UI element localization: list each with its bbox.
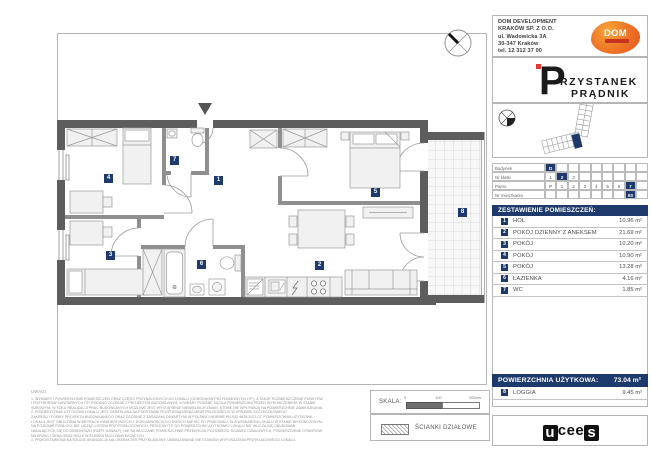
table-cell (636, 190, 647, 199)
table-cell: 4 (591, 181, 602, 190)
table-cell: D (545, 163, 556, 172)
room-name: WC (513, 287, 523, 293)
room-number-badge: 6 (501, 275, 508, 282)
total-area-bar (492, 374, 648, 387)
room-row (492, 274, 648, 286)
room-marker-7: 7 (170, 156, 179, 165)
scale-bar-dark (406, 402, 444, 409)
room-name: POKÓJ (513, 264, 534, 270)
table-cell (613, 190, 624, 199)
table-row-label: Nr klatki (492, 172, 545, 181)
room-name: LOGGIA (513, 390, 536, 396)
room-row (492, 239, 648, 251)
floor-plan-svg (57, 33, 487, 385)
room-area: 10.96 m² (619, 218, 642, 224)
room-area: 21.69 m² (619, 229, 642, 236)
table-cell (613, 163, 624, 172)
partition-wall-swatch (381, 424, 409, 435)
table-cell (579, 163, 590, 172)
room-list-header: ZESTAWIENIE POMIESZCZEŃ: (492, 205, 648, 216)
room-row (492, 216, 648, 228)
north-compass-icon (440, 25, 476, 61)
table-cell (591, 172, 602, 181)
table-cell (625, 172, 636, 181)
scale-tick-0: 0 (404, 395, 407, 400)
loggia-row (492, 387, 648, 400)
table-cell (568, 163, 579, 172)
table-cell (545, 190, 556, 199)
table-cell: 2 (556, 172, 567, 181)
site-map-box (492, 103, 648, 158)
table-cell (556, 190, 567, 199)
room-name: POKÓJ (513, 241, 534, 247)
table-cell (602, 172, 613, 181)
floor-plan (57, 33, 487, 385)
company-line: KRAKÓW SP. Z O.O. (498, 26, 554, 33)
room-area: 9.45 m² (622, 390, 642, 396)
note-line: NA DRZWI I OKNA ORAZ NISZE W ELEMENTACH ZAMYKAJĄCYCH. (31, 433, 145, 438)
room-name: ŁAZIENKA (513, 275, 542, 282)
room-number-badge: 3 (501, 241, 508, 248)
scale-box (370, 390, 490, 414)
ucees-logo (493, 422, 649, 441)
room-area: 10.20 m² (619, 241, 642, 247)
table-row (492, 190, 648, 199)
note-line: SUROWYM. W TOKU REALIZACJI PRAC BUDOWLANYCH MOŻLIWE JEST WYSTĄPIENIE NIEWIELKICH ZMIAN, KTÓRE NIE WPŁYWAJĄ NA POWIERZCHNIE ZAMIESZKANIA. (31, 405, 324, 410)
room-area: 13.28 m² (619, 264, 642, 270)
note-line: NADAJĄCYCH SIĘ DO DEMONTAŻU (RURY, KANAŁY), NIE SĄ WLICZANE POWIERZCHNIE PRZEKROJU POZIOMEGO ŚCIANEK DZIAŁOWYCH, POWIERZCHNIE OTWORÓW (31, 429, 323, 434)
room-row (492, 285, 648, 297)
room-marker-4: 4 (104, 174, 113, 183)
room-name: POKÓJ (513, 252, 534, 259)
room-number-badge: 5 (501, 264, 508, 271)
notes-title: UWAGI: (31, 389, 48, 394)
scale-bar-light (442, 402, 480, 409)
partition-wall-label: ŚCIANKI DZIAŁOWE (415, 425, 477, 431)
dom-logo-ribbon (605, 39, 629, 44)
scale-tick-100: 100 (435, 395, 442, 400)
site-map (493, 104, 647, 157)
table-cell: 7 (625, 181, 636, 190)
table-row-label: Budynek (492, 163, 545, 172)
table-cell (613, 172, 624, 181)
room-marker-6: 6 (197, 260, 206, 269)
note-line: 3. PRZEDSTAWIONA NA RZUCIE ARANŻACJA MA CHARAKTER PRZYKŁADOWY. UMEBLOWANIE NIE STANOWI WYPOSAŻENIA PRZYKŁADOWEGO LOKALU. (31, 438, 297, 443)
company-address (498, 19, 557, 55)
room-number-badge: 8 (501, 389, 508, 396)
company-line: ul. Wadowicka 3A (498, 33, 547, 40)
table-cell (568, 190, 579, 199)
note-line: ZAKRESU I FORMY PROJEKTU BUDOWLANEGO ORAZ ZGODNIE Z ZASADAMI ZAWARTYMI W POLSKIEJ NORMIE PN-ISO 9836:2022-07. POWIERZCHNIA UŻYTKOWA (31, 415, 313, 420)
legend-box (370, 414, 490, 441)
entrance-arrow (198, 103, 212, 115)
table-cell: 3 (568, 172, 579, 181)
note-line: 2. POWIERZCHNIA UŻYTKOWA LOKALU JEST OKREŚLANA NA PODSTAWIE ROZPORZĄDZENIA MINISTRA ROZWOJU W SPRAWIE SZCZEGÓŁOWEGO (31, 410, 287, 415)
table-cell (579, 190, 590, 199)
table-cell (636, 163, 647, 172)
scale-label: SKALA: (379, 399, 402, 405)
room-number-badge: 7 (501, 287, 508, 294)
room-marker-3: 3 (106, 251, 115, 260)
room-marker-1: 1 (214, 176, 223, 185)
project-name-line2: PRĄDNIK (571, 88, 631, 100)
table-cell: 5 (602, 181, 613, 190)
room-number-badge: 2 (501, 229, 508, 236)
table-cell (636, 181, 647, 190)
table-cell: P (545, 181, 556, 190)
room-marker-2: 2 (315, 261, 324, 270)
total-area-label: POWIERZCHNIA UŻYTKOWA: (498, 377, 599, 384)
project-name-line1: RZYSTANEK (560, 76, 638, 88)
room-name: HOL (513, 218, 526, 224)
table-cell (602, 190, 613, 199)
scale-tick-200: 200cm (469, 395, 482, 400)
logo-initial: P (539, 59, 566, 103)
notes-block (31, 389, 363, 443)
company-line: tel. 12 312 37 00 (498, 48, 542, 55)
table-cell: 3 (579, 181, 590, 190)
table-row-label: Piętro (492, 181, 545, 190)
table-cell (625, 163, 636, 172)
room-number-badge: 1 (501, 218, 508, 225)
table-row-label: Nr mieszkania (492, 190, 545, 199)
room-area: 4.16 m² (622, 275, 642, 282)
room-marker-8: 8 (458, 208, 467, 217)
table-cell (591, 190, 602, 199)
room-row (492, 228, 648, 240)
table-row (492, 172, 648, 181)
ucees-logo-mid: cee (557, 422, 585, 439)
room-number-badge: 4 (501, 252, 508, 259)
room-row (492, 262, 648, 274)
table-cell (591, 163, 602, 172)
ucees-logo-box (492, 415, 648, 446)
table-cell (556, 163, 567, 172)
table-cell (636, 172, 647, 181)
room-list (492, 216, 648, 297)
ucees-logo-right: s (584, 425, 599, 441)
company-line: 30-347 Kraków (498, 40, 539, 47)
company-line: DOM DEVELOPMENT (498, 19, 557, 25)
table-row (492, 163, 648, 172)
total-area-value: 73.04 m² (613, 377, 641, 384)
room-name: POKÓJ DZIENNY Z ANEKSEM (513, 229, 597, 236)
note-line: I PRZYBORÓW SANITARNYCH ITP. PODANO ZGODNIE Z PROJEKTEM BUDOWLANYM. WYMIARY PODANE SĄ DLA POWIERZCHNI PRZED WYKOŃCZENIEM, W STANIE (31, 401, 316, 406)
note-line: LOKALU JEST OBLICZANA W METRACH KWADRATOWYCH Z DOKŁADNOŚCIĄ DO DWÓCH MIEJSC PO PRZECINKU, DLA WYMIARÓW LOKALU W STANIE WYKOŃCZONYM, (31, 419, 323, 424)
room-row (492, 251, 648, 263)
table-row (492, 181, 648, 190)
room-marker-5: 5 (371, 188, 380, 197)
room-area: 1.85 m² (622, 287, 642, 293)
room-area: 10.90 m² (619, 252, 642, 259)
table-cell: 2 (568, 181, 579, 190)
notes-lines (31, 397, 363, 444)
note-line: 1. WYMIARY I POWIERZCHNIE POMIESZCZEŃ ORAZ CZĘŚCI PRZYNALEŻNYCH DO LOKALU (OGRÓDKÓW PRZYDOMOWYCH ITP.), A TAKŻE ROZMIESZCZENIE PUNKTÓW (31, 396, 323, 401)
table-cell: 6 (613, 181, 624, 190)
dom-logo-text: DOM (603, 28, 628, 39)
building-table (492, 163, 648, 199)
table-cell (602, 163, 613, 172)
table-cell: 93 (625, 190, 636, 199)
table-cell: 1 (545, 172, 556, 181)
table-cell (579, 172, 590, 181)
note-line: NA POZIOMIE PODŁOGI, NIE LICZĄC LISTEW PRZYPODŁOGOWYCH, PROGÓW ITP. DO POWIERZCHNI UŻYTKOWEJ LOKALU NIE WLICZA SIĘ OBUDOWAŃ (31, 424, 296, 429)
loggia-tiles (428, 132, 485, 303)
project-logo-box (492, 57, 648, 103)
table-cell: 1 (556, 181, 567, 190)
ucees-logo-left: u (543, 425, 558, 441)
